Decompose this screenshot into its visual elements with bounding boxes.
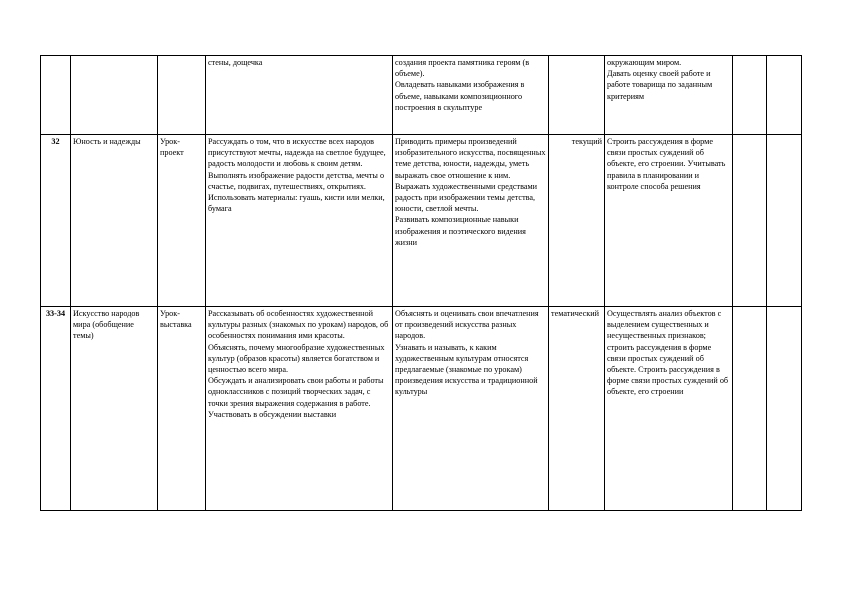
uud-cell xyxy=(605,307,733,511)
control-type-cell xyxy=(549,56,605,135)
lesson-type-cell xyxy=(158,56,206,135)
uud-cell xyxy=(605,56,733,135)
lesson-number-cell xyxy=(41,56,71,135)
results-text: Овладевать навыками изображения в объеме, навыками композиционного построения в скульптуре xyxy=(395,80,525,112)
uud-text: окружающим миром. xyxy=(607,58,682,67)
activity-text: стены, дощечка xyxy=(208,58,263,67)
results-cell xyxy=(393,135,549,307)
results-text: Приводить примеры произведений изобразительного искусства, посвященных теме детства, юности, надежды, уметь выражать свое отношение к ним. xyxy=(395,137,546,180)
lesson-type-cell: Урок-проект xyxy=(158,135,206,307)
activity-text: Рассказывать об особенностях художественной культуры разных (знакомых по урокам) народов, об особенностях понимания ими красоты. xyxy=(208,309,389,341)
uud-text: Давать оценку своей работе и работе товарища по заданным критериям xyxy=(607,69,713,101)
empty-cell xyxy=(733,56,767,135)
results-text: Объяснять и оценивать свои впечатления от произведений искусства разных народов. xyxy=(395,309,539,341)
table-row xyxy=(41,307,802,511)
results-text: Развивать композиционные навыки изображения и поэтического видения жизни xyxy=(395,215,526,247)
results-text: Узнавать и называть, к каким художественным культурам относятся предлагаемые (знакомые по урокам) произведения искусства и традиционной культуры xyxy=(395,342,538,397)
activity-text: Выполнять изображение радости детства, мечты о счастье, подвигах, путешествиях, открытиях. xyxy=(208,170,385,191)
results-text: создания проекта памятника героям (в объеме). xyxy=(395,58,530,79)
activity-text: Обсуждать и анализировать свои работы и работы одноклассников с позиций творческих задач, с точки зрения выражения содержания в работе. Участвовать в обсуждении выставки xyxy=(208,376,384,419)
results-cell xyxy=(393,307,549,511)
lesson-number-cell: 33-34 xyxy=(41,307,71,511)
lesson-topic-cell: Юность и надежды xyxy=(71,135,158,307)
uud-cell xyxy=(605,135,733,307)
empty-cell xyxy=(767,56,802,135)
activity-text: Объяснять, почему многообразие художественных культур (образов красоты) является богатством и ценностью всего мира. xyxy=(208,342,385,375)
activity-cell xyxy=(206,135,393,307)
table-row xyxy=(41,135,802,307)
activity-text: Рассуждать о том, что в искусстве всех народов присутствуют мечты, надежда на светлое будущее, радость молодости и любовь к своим детям. xyxy=(208,137,386,169)
lesson-plan-table xyxy=(40,55,802,511)
lesson-number-cell: 32 xyxy=(41,135,71,307)
empty-cell xyxy=(733,307,767,511)
control-type-cell: тематический xyxy=(549,307,605,511)
table-row xyxy=(41,56,802,135)
empty-cell xyxy=(767,307,802,511)
lesson-topic-cell: Искусство народов мира (обобщение темы) xyxy=(71,307,158,511)
empty-cell xyxy=(767,135,802,307)
results-text: Выражать художественными средствами радость при изображении темы детства, юности, светлой мечты. xyxy=(395,181,538,214)
activity-cell xyxy=(206,56,393,135)
control-type-cell: текущий xyxy=(549,135,605,307)
lesson-topic-cell xyxy=(71,56,158,135)
empty-cell xyxy=(733,135,767,307)
activity-cell xyxy=(206,307,393,511)
uud-text: Осуществлять анализ объектов с выделением существенных и несущественных признаков; строить рассуждения в форме связи простых суждений об объекте. Строить рассуждения в форме связи простых суждений об объекте, его строении xyxy=(607,309,729,397)
lesson-type-cell: Урок-выставка xyxy=(158,307,206,511)
uud-text: Строить рассуждения в форме связи простых суждений об объекте, его строении. Учитывать правила в планировании и контроле способа решения xyxy=(607,137,726,191)
results-cell xyxy=(393,56,549,135)
activity-text: Использовать материалы: гуашь, кисти или мелки, бумага xyxy=(208,193,385,214)
